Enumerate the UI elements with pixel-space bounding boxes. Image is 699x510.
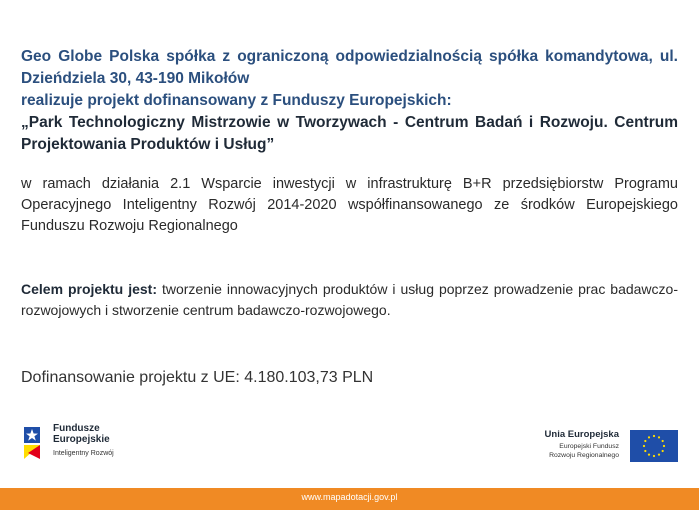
footer-url[interactable]: www.mapadotacji.gov.pl: [301, 492, 398, 502]
fe-line2: Europejskie: [53, 434, 110, 445]
eu-star: [648, 436, 650, 438]
company-line: Geo Globe Polska spółka z ograniczoną odpowiedzialnością spółka komandytowa, ul. Dzieńdziela 30, 43-190 Mikołów: [21, 48, 678, 87]
eu-star: [658, 454, 660, 456]
eu-star: [653, 435, 655, 437]
eu-flag-icon: [630, 430, 678, 462]
fe-line1: Fundusze: [53, 423, 100, 434]
footer-bar: [0, 488, 699, 510]
eu-star: [644, 440, 646, 442]
eu-star: [648, 454, 650, 456]
eu-star: [658, 436, 660, 438]
eu-title: Unia Europejska: [544, 429, 619, 440]
eu-fund-line1: Europejski Fundusz: [559, 443, 619, 450]
eu-fund-line2: Rozwoju Regionalnego: [549, 452, 619, 459]
eu-star: [662, 440, 664, 442]
eu-text: [545, 430, 619, 460]
eu-star: [663, 445, 665, 447]
project-title: „Park Technologiczny Mistrzowie w Tworzywach - Centrum Badań i Rozwoju. Centrum Projektowania Produktów i Usług”: [21, 114, 678, 153]
project-intro: realizuje projekt dofinansowany z Funduszy Europejskich:: [21, 92, 452, 109]
funding-amount: Dofinansowanie projektu z UE: 4.180.103,73 PLN: [21, 369, 374, 386]
fe-program: Inteligentny Rozwój: [53, 450, 114, 457]
goal-text: tworzenie innowacyjnych produktów i usług poprzez prowadzenie prac badawczo-rozwojowych i stworzenie centrum badawczo-rozwojowego.: [21, 281, 678, 318]
project-goal: [21, 279, 678, 321]
goal-label: Celem projektu jest:: [21, 281, 157, 297]
eu-star: [644, 450, 646, 452]
eu-star: [662, 450, 664, 452]
eu-logo: [545, 430, 678, 462]
notice-content: [21, 46, 678, 387]
eu-star: [643, 445, 645, 447]
fe-star-icon: [22, 423, 44, 461]
fundusze-europejskie-logo: [22, 423, 114, 461]
eu-star: [653, 455, 655, 457]
action-description: w ramach działania 2.1 Wsparcie inwestycji w infrastrukturę B+R przedsiębiorstw Programu Operacyjnego Inteligentny Rozwój 2014-2020 współfinansowanego ze środków Europejskiego Funduszu Rozwoju Regionalnego: [21, 176, 678, 234]
fe-text: [53, 423, 114, 459]
